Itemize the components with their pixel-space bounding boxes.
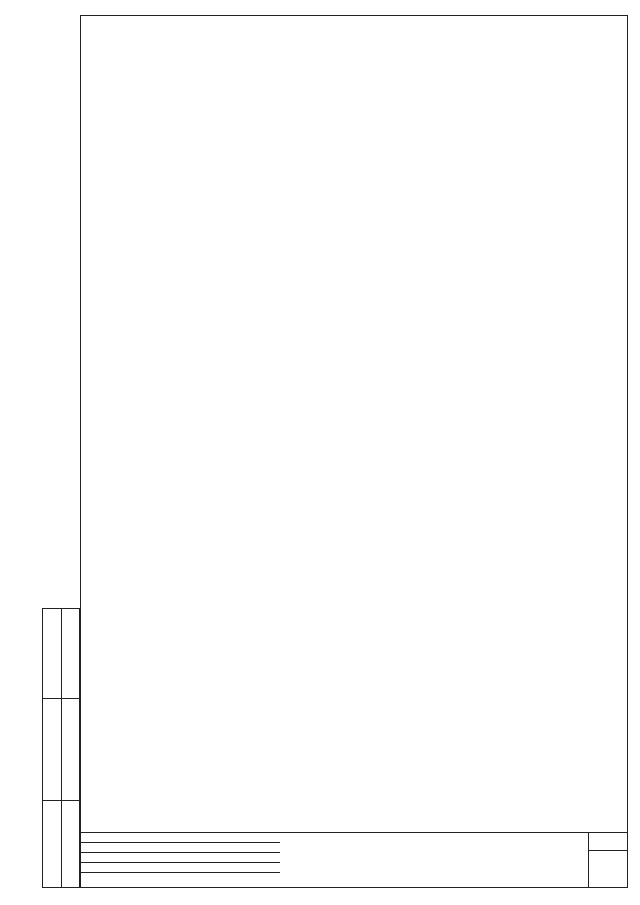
title-block <box>80 832 628 888</box>
page-frame <box>80 15 628 888</box>
side-stamp <box>42 608 80 888</box>
